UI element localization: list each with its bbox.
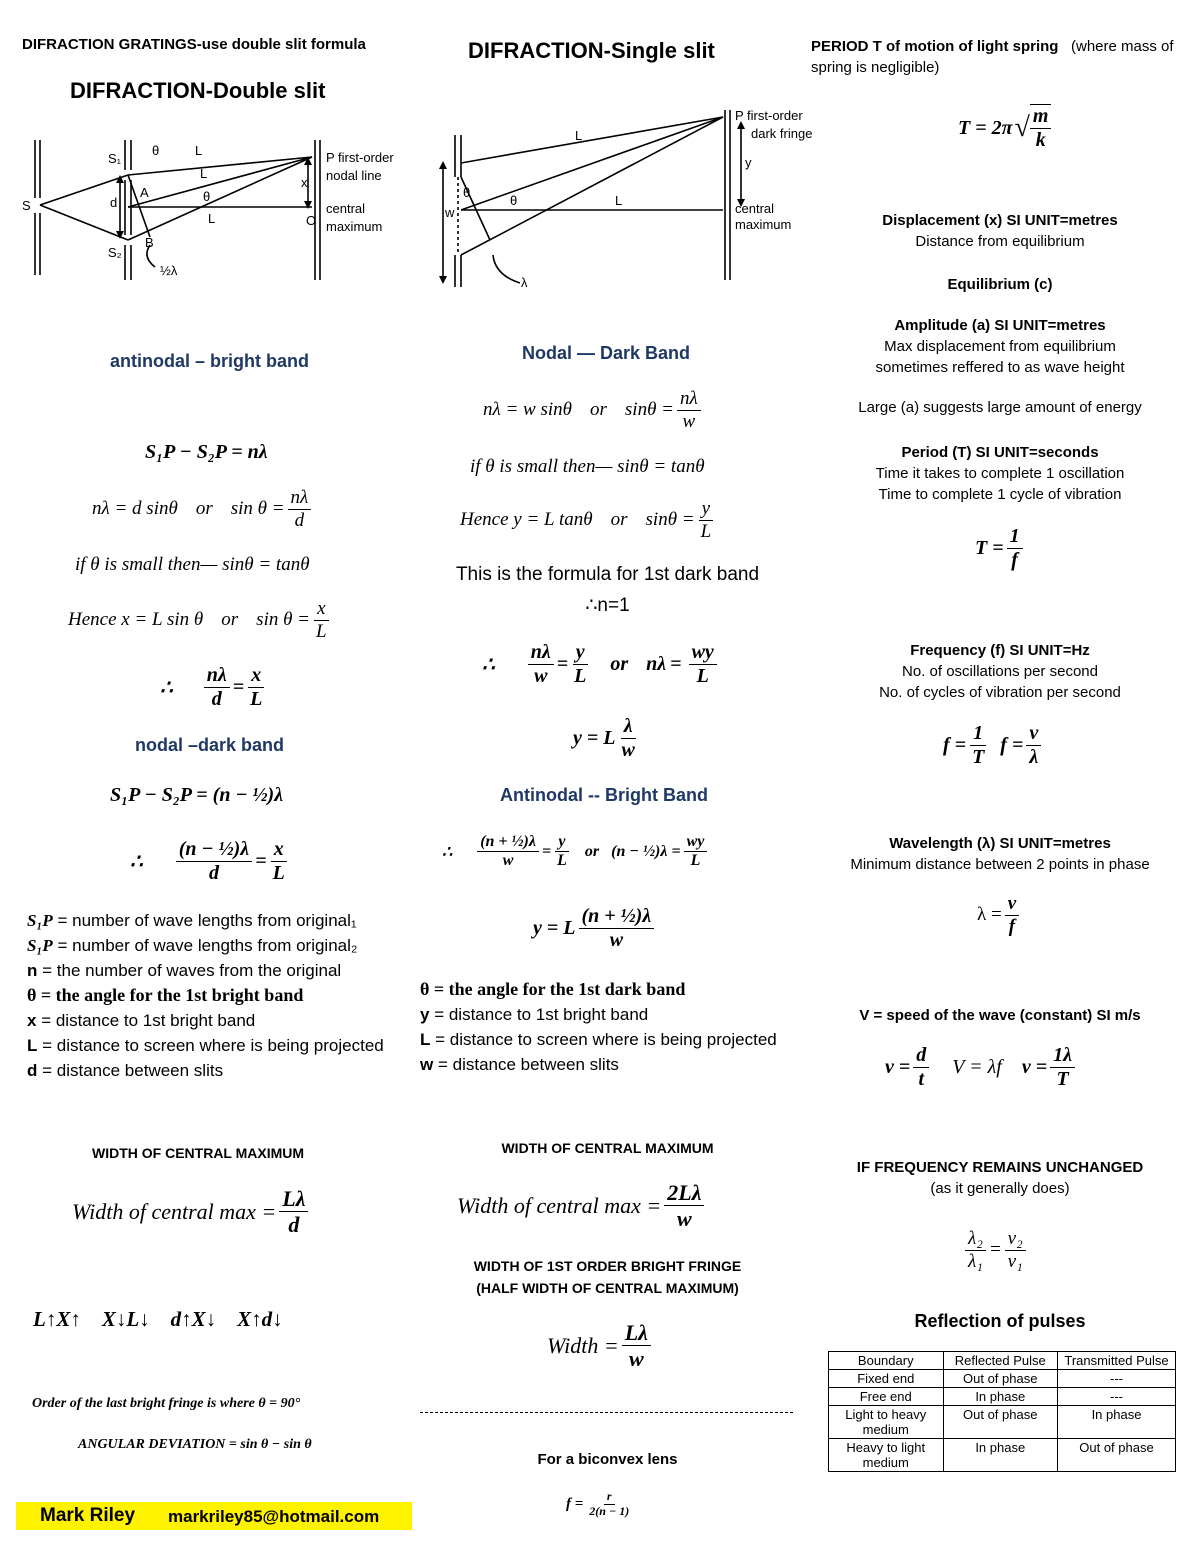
frac-Llambda-w <box>622 1320 651 1372</box>
definitions-left <box>27 908 384 1083</box>
eq-speed <box>885 1044 1078 1091</box>
displacement-desc: Distance from equilibrium <box>915 233 1085 250</box>
eq-width-single <box>457 1180 707 1232</box>
def-sym: y <box>420 1005 430 1024</box>
period-spring-block <box>811 36 1191 78</box>
or-text: or <box>195 498 213 520</box>
frac-wy-L <box>684 833 708 871</box>
author-name: Mark Riley <box>40 1505 136 1526</box>
frac-v-f <box>1005 893 1019 938</box>
frac-den: w <box>628 1346 644 1372</box>
frac-den: w <box>502 852 514 870</box>
eq-nlambda-d <box>92 487 314 532</box>
freq-unchanged-block <box>810 1157 1190 1199</box>
table-header: Transmitted Pulse <box>1058 1352 1176 1370</box>
table-cell: --- <box>1058 1370 1176 1388</box>
table-cell: Heavy to light medium <box>829 1439 944 1472</box>
frac-den: λ <box>1029 746 1039 768</box>
n-minus-half: (n − ½)λ = <box>611 842 681 860</box>
table-cell: In phase <box>1058 1406 1176 1439</box>
frac-num: v <box>1005 893 1019 916</box>
frac-x-L <box>313 598 330 643</box>
def-sym: x <box>27 1011 37 1030</box>
frac-den: v₁ <box>1007 1250 1023 1272</box>
frac-den: d <box>294 509 305 531</box>
frac-x-L <box>270 838 288 885</box>
label-w: w <box>445 205 455 220</box>
table-row <box>829 1388 1176 1406</box>
label-x: x <box>301 175 308 190</box>
table-cell: --- <box>1058 1388 1176 1406</box>
label-L3: L <box>208 211 216 226</box>
amplitude-desc-1: Max displacement from equilibrium <box>884 338 1116 355</box>
frac-num: Lλ <box>279 1186 308 1212</box>
width-heading-left: WIDTH OF CENTRAL MAXIMUM <box>92 1145 305 1161</box>
wavelength-block <box>810 833 1190 875</box>
def-sym: θ = the angle for the 1st bright band <box>27 985 304 1005</box>
double-slit-diagram <box>20 135 400 285</box>
or-text: or <box>584 842 600 860</box>
label-d: d <box>110 195 118 210</box>
order-last-fringe: Order of the last bright fringe is where θ = 90° <box>32 1396 301 1411</box>
def-sym: S₁P <box>27 936 53 955</box>
table-cell: Out of phase <box>943 1370 1058 1388</box>
or-text: or <box>221 609 239 631</box>
label-theta2: θ <box>203 189 211 204</box>
speed-heading: V = speed of the wave (constant) SI m/s <box>859 1007 1141 1024</box>
antinodal-heading-single: Antinodal -- Bright Band <box>500 785 708 805</box>
displacement-block <box>810 210 1190 252</box>
v-equals-2: v = <box>1021 1056 1048 1078</box>
f-equals: f = <box>566 1495 584 1512</box>
label-O: O <box>306 213 317 228</box>
equilibrium-heading: Equilibrium (c) <box>947 276 1053 293</box>
label-lambda: λ <box>521 275 528 290</box>
frac-den: k <box>1035 129 1046 151</box>
frac-num: 1 <box>1007 525 1023 549</box>
label-p1: P first-order <box>735 108 803 123</box>
n-equals-1: ∴n=1 <box>585 595 630 616</box>
therefore: ∴ <box>482 654 495 676</box>
frac-den: w <box>609 929 624 951</box>
def-sym: L <box>420 1030 431 1049</box>
frac-num: nλ <box>204 664 230 688</box>
eq-path-diff-bright: S₁P − S₂P = nλ <box>145 441 268 463</box>
label-L1: L <box>195 143 203 158</box>
width-heading-single: WIDTH OF CENTRAL MAXIMUM <box>501 1140 714 1156</box>
definitions-single <box>420 977 777 1077</box>
period-desc-1: Time it takes to complete 1 oscillation <box>875 465 1125 482</box>
label-p1: P first-order <box>326 150 394 165</box>
frac-den: L <box>700 520 712 542</box>
frac-den: w <box>534 665 548 687</box>
eq-bright-single: ∴ $\frac{\text{(n + ½)λ}}{w}$ = $\frac{y}{L}$ or (n − ½)λ = $\frac{wy}{L}$ <box>442 833 710 871</box>
width-text: Width of central max = <box>457 1192 662 1218</box>
label-L1: L <box>575 128 583 143</box>
eq-nlambda-left: nλ = d sinθ <box>92 498 178 520</box>
frac-nlambda-d <box>288 487 312 532</box>
def-text: = number of wave lengths from original₁ <box>52 911 357 930</box>
eq-nlambda-w <box>483 388 704 433</box>
eq-biconvex <box>566 1490 635 1519</box>
label-S2: S₂ <box>108 245 122 260</box>
T-eq: T = 2π <box>958 116 1013 139</box>
first-dark-formula: This is the formula for 1st dark band <box>455 564 760 585</box>
frac-num: 2Lλ <box>664 1180 704 1206</box>
eq-path-diff-dark: S₁P − S₂P = (n − ½)λ <box>110 784 284 806</box>
double-slit-title: DIFRACTION-Double slit <box>70 78 326 103</box>
eq-width-first-order <box>547 1320 654 1372</box>
f-equals-2: f = <box>1000 734 1024 756</box>
label-L2: L <box>615 193 623 208</box>
def-sym: n <box>27 961 38 980</box>
label-p2: nodal line <box>326 168 382 183</box>
reflection-table <box>828 1351 1176 1472</box>
def-text: = distance to screen where is being projected <box>430 1030 777 1049</box>
label-p2: dark fringe <box>751 126 813 141</box>
frac-den: L <box>696 665 709 687</box>
first-order-heading-1: WIDTH OF 1ST ORDER BRIGHT FRINGE <box>473 1258 742 1274</box>
table-row <box>829 1439 1176 1472</box>
wavelength-desc: Minimum distance between 2 points in phase <box>850 856 1150 873</box>
if-small-left: if θ is small then— sinθ = tanθ <box>75 554 310 575</box>
frac-num: d <box>913 1044 929 1068</box>
frequency-desc-2: No. of cycles of vibration per second <box>879 684 1121 701</box>
frac-den: d <box>211 688 222 710</box>
frac-num: y <box>573 641 588 665</box>
author-email[interactable]: markriley85@hotmail.com <box>168 1507 380 1526</box>
frac-nlambda-w <box>677 388 701 433</box>
hence-left: Hence x = L sin θ <box>68 609 204 631</box>
single-slit-title: DIFRACTION-Single slit <box>468 38 715 63</box>
frac-1lambda-T <box>1050 1044 1075 1091</box>
nodal-heading-single: Nodal — Dark Band <box>522 343 691 363</box>
frac-lambda2-lambda1 <box>965 1228 986 1273</box>
label-c2: maximum <box>326 219 383 234</box>
period-desc-2: Time to complete 1 cycle of vibration <box>878 486 1122 503</box>
frac-num: x <box>314 598 328 621</box>
therefore: ∴ <box>160 677 173 699</box>
V-lambda-f: V = λf <box>952 1056 1002 1078</box>
frac-den: d <box>208 862 219 884</box>
frac-num: (n − ½)λ <box>176 838 252 862</box>
label-A: A <box>140 185 149 200</box>
y-equals: y = L <box>573 727 616 749</box>
frac-num: x <box>248 664 264 688</box>
label-c1: central <box>735 201 775 216</box>
frac-num: λ <box>621 715 636 739</box>
eq-ratio: $\frac{\text{λ₂}}{\text{λ₁}}$ = $\frac{\text{v₂}}{\text{v₁}}$ <box>962 1228 1029 1273</box>
amplitude-heading: Amplitude (a) SI UNIT=metres <box>894 317 1106 334</box>
freq-unchanged-heading: IF FREQUENCY REMAINS UNCHANGED <box>856 1159 1144 1176</box>
frac-num: 1 <box>970 722 986 746</box>
frac-den: 2(n − 1) <box>589 1503 630 1518</box>
def-text: = number of wave lengths from original₂ <box>52 936 358 955</box>
eq-therefore-dark: ∴ $\frac{\text{(n − ½)λ}}{d}$ = $\frac{x}{L}$ <box>130 838 291 885</box>
v-equals: v = <box>885 1056 911 1078</box>
period-block <box>810 442 1190 505</box>
eq-y-bright <box>533 905 657 952</box>
sin-theta-text: sinθ = <box>645 509 695 531</box>
therefore: ∴ <box>442 843 453 861</box>
eq-width-left <box>72 1186 311 1238</box>
def-text: = distance to screen where is being projected <box>37 1036 384 1055</box>
frequency-desc-1: No. of oscillations per second <box>902 663 1098 680</box>
frac-den: λ₁ <box>968 1250 983 1272</box>
f-equals: f = <box>943 734 967 756</box>
nodal-heading: nodal –dark band <box>135 735 285 755</box>
frac-num: m <box>1030 105 1052 129</box>
eq-therefore-bright: ∴ $\frac{n\lambda}{d}$ = $\frac{x}{L}$ <box>160 664 268 711</box>
label-c2: maximum <box>735 217 792 232</box>
def-sym: θ = the angle for the 1st dark band <box>420 979 686 999</box>
frac-Llambda-d <box>279 1186 308 1238</box>
eq-hence-left <box>68 598 333 643</box>
therefore: ∴ <box>130 851 143 873</box>
frac-v-lambda <box>1026 722 1041 769</box>
T-equals: T = <box>975 537 1004 559</box>
frac-num: v <box>1026 722 1041 746</box>
label-theta1: θ <box>463 185 471 200</box>
displacement-heading: Displacement (x) SI UNIT=metres <box>882 212 1118 229</box>
frac-v2-v1 <box>1005 1228 1026 1273</box>
table-row <box>829 1406 1176 1439</box>
frac-num: wy <box>689 641 717 665</box>
frac-den: T <box>972 746 985 768</box>
frac-nlambda-d <box>204 664 230 711</box>
or-text: or <box>610 509 628 531</box>
frac-2Llambda-w <box>664 1180 704 1232</box>
eq-T-1-f <box>975 525 1026 572</box>
frac-num: (n + ½)λ <box>477 833 539 852</box>
frac-num: 1λ <box>1050 1044 1075 1068</box>
table-header-row <box>829 1352 1176 1370</box>
eq-period-spring: T = 2π √ $\frac{m}{k}$ <box>958 104 1054 152</box>
sin-theta-text: sin θ = <box>256 609 310 631</box>
def-text: = distance to 1st bright band <box>36 1011 256 1030</box>
frac-den: L <box>316 620 327 642</box>
table-cell: Free end <box>829 1388 944 1406</box>
eq-nlambda: nλ = w sinθ <box>483 399 572 421</box>
if-small-single: if θ is small then— sinθ = tanθ <box>470 456 705 477</box>
frac-num: nλ <box>677 388 701 411</box>
label-theta2: θ <box>510 193 518 208</box>
table-header: Boundary <box>829 1352 944 1370</box>
table-cell: Light to heavy medium <box>829 1406 944 1439</box>
frac-d-t <box>913 1044 929 1091</box>
frac-num: r <box>604 1490 615 1505</box>
dashed-divider <box>420 1412 793 1413</box>
frac-y-L <box>698 498 715 543</box>
single-slit-diagram <box>425 105 815 295</box>
frac-den: L <box>690 852 701 870</box>
arrows-relations: L↑X↑ X↓L↓ d↑X↓ X↑d↓ <box>33 1307 283 1331</box>
or-text: or <box>610 653 629 675</box>
frac-num: v₂ <box>1005 1228 1026 1251</box>
def-sym: L <box>27 1036 38 1055</box>
frequency-heading: Frequency (f) SI UNIT=Hz <box>910 642 1090 659</box>
frac-num: y <box>555 833 568 852</box>
frac-num: nλ <box>288 487 312 510</box>
table-cell: Fixed end <box>829 1370 944 1388</box>
frac-num: y <box>699 498 713 521</box>
table-cell: In phase <box>943 1388 1058 1406</box>
freq-unchanged-note: (as it generally does) <box>930 1180 1070 1197</box>
frac-1-T <box>969 722 987 769</box>
amplitude-desc-2: sometimes reffered to as wave height <box>875 359 1125 376</box>
label-S1: S₁ <box>108 151 122 166</box>
label-S: S <box>22 198 31 213</box>
frac-den: f <box>1008 915 1016 937</box>
frac-num: Lλ <box>622 1320 651 1346</box>
frac-1-f <box>1007 525 1023 572</box>
def-sym: d <box>27 1061 38 1080</box>
period-note: (where mass of spring is negligible) <box>811 38 1174 76</box>
sin-theta-text: sinθ = <box>624 399 674 421</box>
frac-den: w <box>621 739 635 761</box>
period-heading: Period (T) SI UNIT=seconds <box>901 444 1099 461</box>
def-text: = distance between slits <box>433 1055 619 1074</box>
width-text: Width of central max = <box>72 1198 277 1224</box>
amplitude-block <box>810 315 1190 418</box>
frac-r-2n1 <box>586 1490 632 1519</box>
frac-den: w <box>677 1206 692 1232</box>
reflection-heading: Reflection of pulses <box>914 1311 1086 1331</box>
width-short: Width = <box>547 1332 619 1358</box>
frac-den: L <box>557 852 567 870</box>
amplitude-note: Large (a) suggests large amount of energy <box>858 399 1142 416</box>
def-text: = distance between slits <box>37 1061 224 1080</box>
sin-theta-text: sin θ = <box>230 498 285 520</box>
frac-den: d <box>288 1212 300 1238</box>
table-header: Reflected Pulse <box>943 1352 1058 1370</box>
hence: Hence y = L tanθ <box>460 509 593 531</box>
frac-m-k <box>1030 104 1052 152</box>
or-text: or <box>589 399 607 421</box>
label-theta: θ <box>152 143 160 158</box>
table-cell: In phase <box>943 1439 1058 1472</box>
frac-den: L <box>272 862 285 884</box>
frac-wy-L <box>689 641 717 688</box>
table-cell: Out of phase <box>1058 1439 1176 1472</box>
nlambda-eq: nλ <box>646 653 667 675</box>
frac-num: x <box>271 838 287 862</box>
label-half-lambda: ½λ <box>160 263 178 278</box>
frac-den: L <box>574 665 587 687</box>
y-equals: y = L <box>533 917 576 939</box>
frac-nhalf-d <box>176 838 252 885</box>
frac-den: w <box>682 410 696 432</box>
def-sym: w <box>420 1055 434 1074</box>
frac-den: t <box>918 1068 925 1090</box>
gratings-title: DIFRACTION GRATINGS-use double slit formula <box>22 36 366 53</box>
frac-num: wy <box>684 833 708 852</box>
table-cell: Out of phase <box>943 1406 1058 1439</box>
angular-deviation: ANGULAR DEVIATION = sin θ − sin θ <box>78 1437 312 1452</box>
frac-num: (n + ½)λ <box>579 905 655 929</box>
frac-y-L <box>571 641 589 688</box>
frac-num: λ₂ <box>965 1228 986 1251</box>
eq-therefore-single: ∴ $\frac{n\lambda}{w}$ = $\frac{y}{L}$ or nλ = $\frac{wy}{L}$ <box>482 641 720 688</box>
frac-x-L <box>247 664 265 711</box>
frac-nhalf-w <box>477 833 539 871</box>
def-text: = the number of waves from the original <box>37 961 342 980</box>
biconvex-heading: For a biconvex lens <box>537 1451 678 1468</box>
label-L2: L <box>200 166 208 181</box>
first-order-heading-2: (HALF WIDTH OF CENTRAL MAXIMUM) <box>476 1280 739 1296</box>
table-row <box>829 1370 1176 1388</box>
frac-den: L <box>250 688 263 710</box>
eq-frequency <box>943 722 1044 769</box>
frac-nhalf-w <box>579 905 655 952</box>
period-title: PERIOD T of motion of light spring <box>811 38 1059 55</box>
frequency-block <box>810 640 1190 703</box>
eq-hence-single <box>460 498 717 543</box>
def-text: = distance to 1st bright band <box>429 1005 649 1024</box>
wavelength-heading: Wavelength (λ) SI UNIT=metres <box>889 835 1111 852</box>
antinodal-heading: antinodal – bright band <box>110 351 309 371</box>
frac-den: T <box>1056 1068 1069 1090</box>
label-c1: central <box>326 201 366 216</box>
frac-den: f <box>1011 549 1018 571</box>
eq-lambda-v-f <box>977 893 1022 938</box>
frac-lambda-w <box>619 715 638 762</box>
def-sym: S₁P <box>27 911 53 930</box>
label-B: B <box>145 235 154 250</box>
lambda-equals: λ = <box>977 904 1002 926</box>
frac-nlambda-w <box>528 641 554 688</box>
frac-y-L <box>554 833 570 871</box>
frac-num: nλ <box>528 641 554 665</box>
eq-y-L-lambda-w <box>573 715 641 762</box>
label-y: y <box>745 155 752 170</box>
